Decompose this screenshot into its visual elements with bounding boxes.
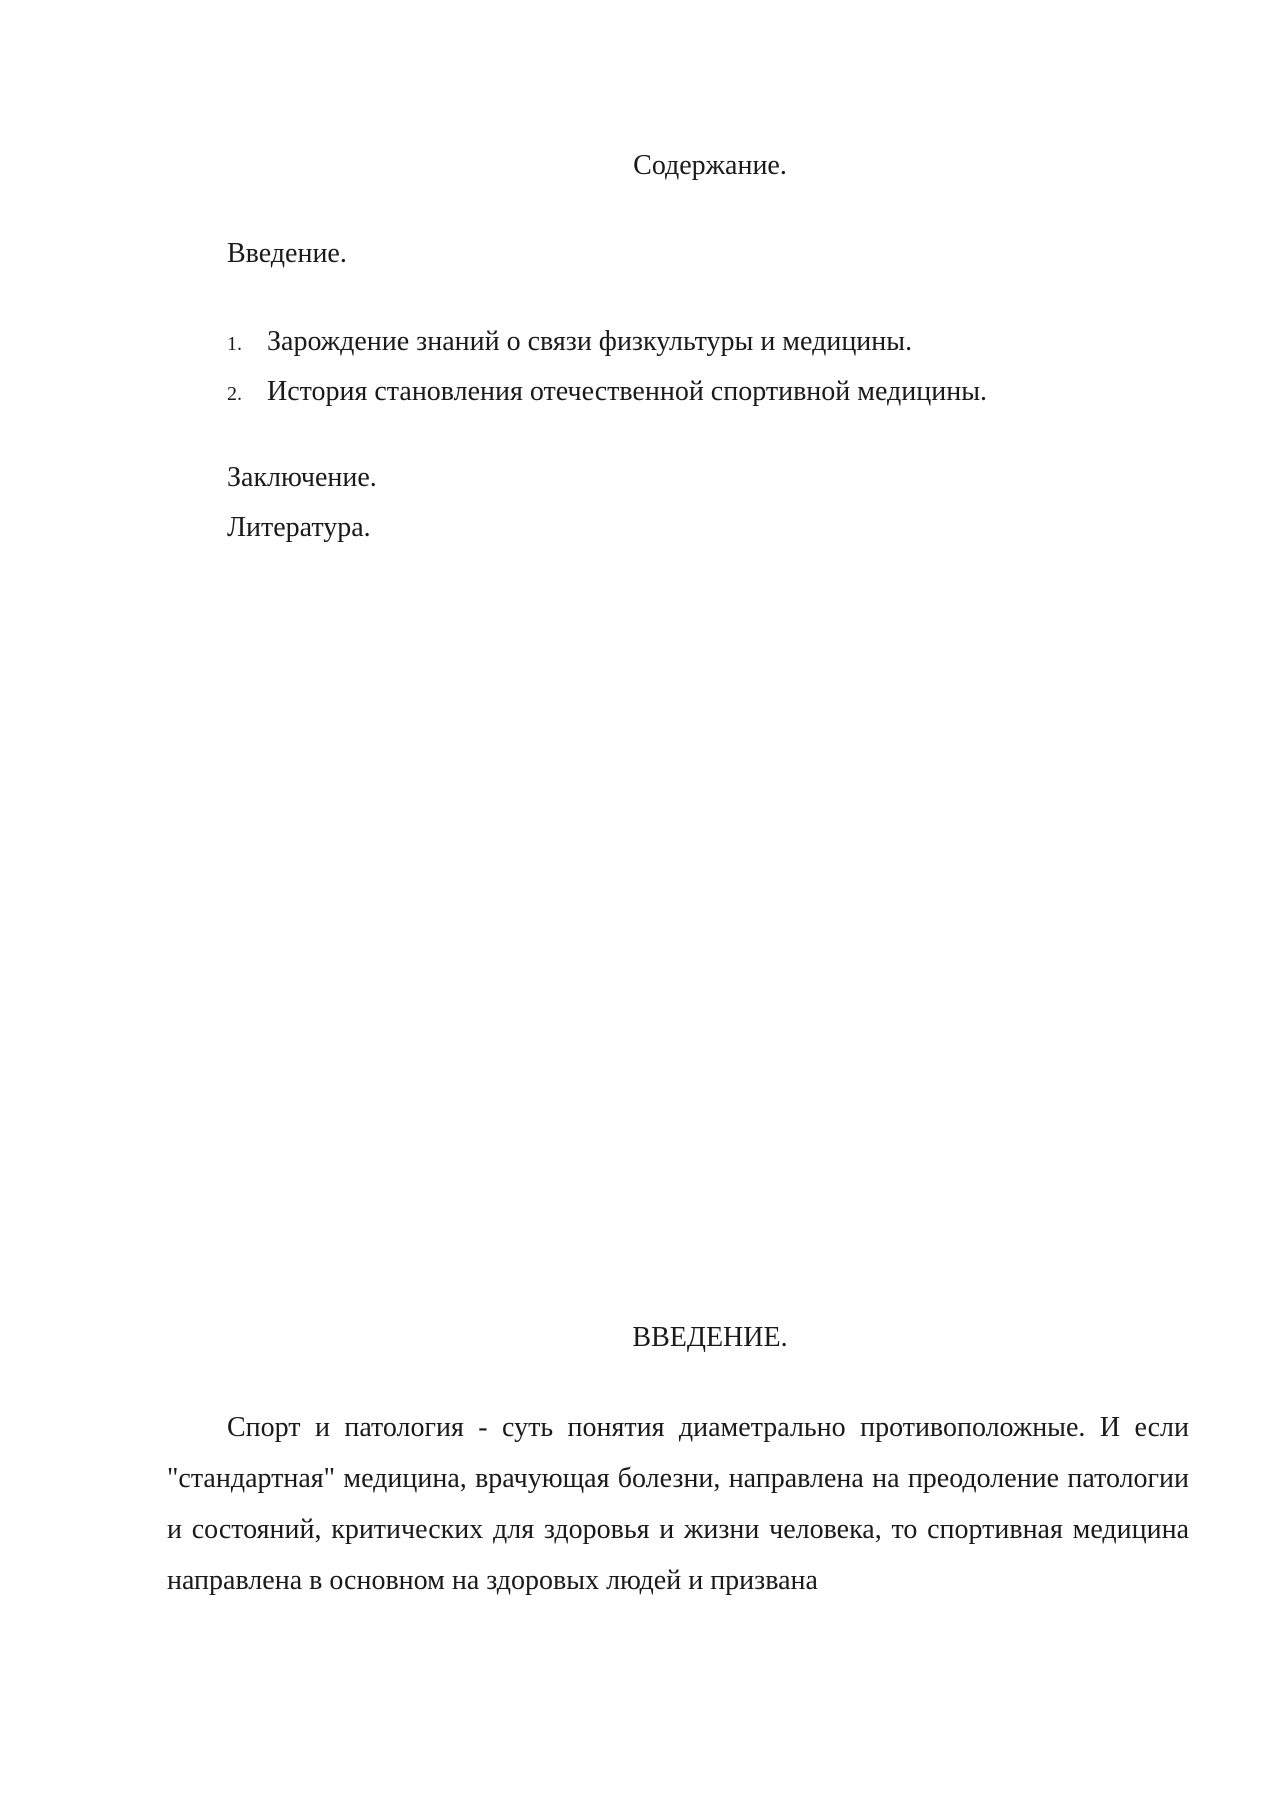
toc-entry-introduction: Введение. xyxy=(227,238,347,269)
toc-title: Содержание. xyxy=(633,150,787,181)
toc-list-item xyxy=(227,374,987,424)
toc-entry-conclusion: Заключение. xyxy=(227,462,377,493)
introduction-paragraph: Спорт и патология - суть понятия диаметрально противоположные. И если "стандартная" медицина, врачующая болезни, направлена на преодоление патологии и состояний, критических для здоровья и жизни человека, то спортивная медицина направлена в основном на здоровых людей и призвана xyxy=(167,1412,1189,1596)
toc-item-number: 2. xyxy=(227,383,242,405)
toc-list-item xyxy=(227,324,987,374)
toc-entry-literature: Литература. xyxy=(227,512,371,543)
toc-item-label: Зарождение знаний о связи физкультуры и медицины. xyxy=(267,326,913,357)
toc-item-number: 1. xyxy=(227,333,242,355)
toc-item-label: История становления отечественной спортивной медицины. xyxy=(267,376,988,407)
toc-numbered-list xyxy=(227,324,987,424)
introduction-heading: ВВЕДЕНИЕ. xyxy=(632,1322,788,1353)
